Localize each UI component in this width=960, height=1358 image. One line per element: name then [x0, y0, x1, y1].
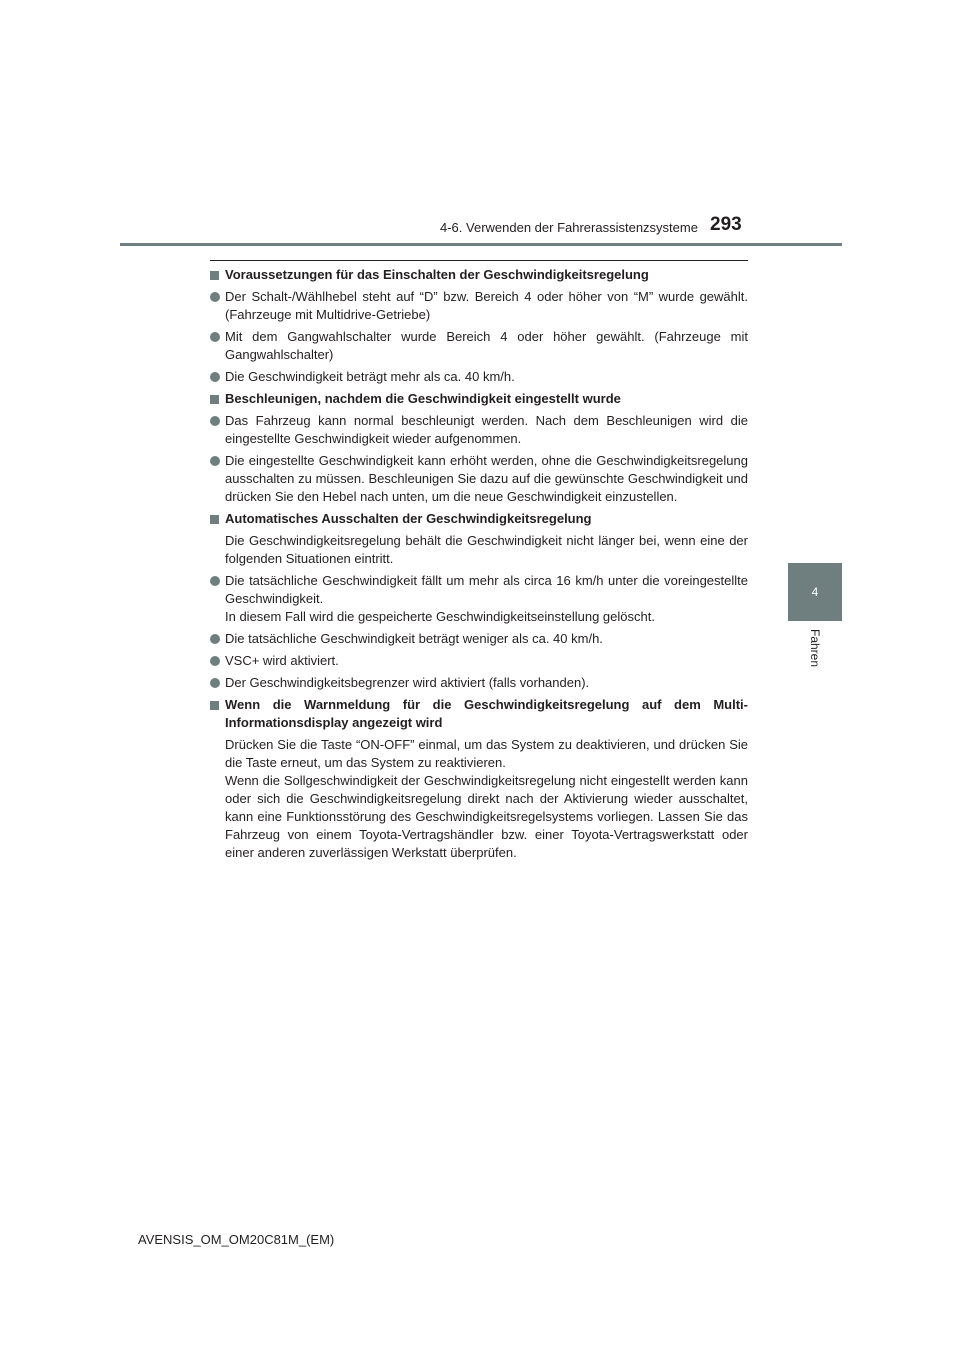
circle-bullet-icon: [210, 678, 220, 688]
page-content: [210, 266, 748, 866]
circle-bullet-icon: [210, 634, 220, 644]
chapter-tab: [788, 563, 842, 621]
section-heading: Voraussetzungen für das Einschalten der Geschwindigkeitsregelung: [210, 266, 748, 284]
list-item: Die tatsächliche Geschwindigkeit beträgt weniger als ca. 40 km/h.: [210, 630, 748, 648]
page-number: 293: [710, 214, 742, 235]
list-item: VSC+ wird aktiviert.: [210, 652, 748, 670]
circle-bullet-icon: [210, 372, 220, 382]
chapter-tab-label-box: [792, 630, 838, 680]
list-item: Die tatsächliche Geschwindigkeit fällt um mehr als circa 16 km/h unter die voreingestellte Geschwindigkeit. In diesem Fall wird die gespeicherte Geschwindigkeitseinstellung gelöscht.: [210, 572, 748, 626]
square-bullet-icon: [210, 515, 219, 524]
circle-bullet-icon: [210, 292, 220, 302]
paragraph: Drücken Sie die Taste “ON-OFF” einmal, um das System zu deaktivieren, und drücken Sie die Taste erneut, um das System zu reaktivieren.: [225, 737, 748, 770]
circle-bullet-icon: [210, 576, 220, 586]
section-heading: Automatisches Ausschalten der Geschwindigkeitsregelung: [210, 510, 748, 528]
document-code: AVENSIS_OM_OM20C81M_(EM): [138, 1232, 335, 1247]
section-acceleration: [210, 390, 748, 506]
square-bullet-icon: [210, 271, 219, 280]
chapter-tab-label: Fahren: [808, 628, 822, 668]
list-item: Der Geschwindigkeitsbegrenzer wird aktiviert (falls vorhanden).: [210, 674, 748, 692]
section-intro: Die Geschwindigkeitsregelung behält die Geschwindigkeit nicht länger bei, wenn eine der folgenden Situationen eintritt.: [225, 533, 748, 566]
section-heading: Wenn die Warnmeldung für die Geschwindigkeitsregelung auf dem Multi-Informationsdisplay angezeigt wird: [210, 696, 748, 732]
paragraph: Wenn die Sollgeschwindigkeit der Geschwindigkeitsregelung nicht eingestellt werden kann oder sich die Geschwindigkeitsregelung direkt nach der Aktivierung wieder ausschaltet, kann eine Funktionsstörung des Geschwindigkeitsregelsystems vorliegen. Lassen Sie das Fahrzeug von einem Toyota-Vertragshändler bzw. einer Toyota-Vertragswerkstatt oder einer anderen zuverlässigen Werkstatt überprüfen.: [225, 773, 748, 860]
chapter-tab-number: 4: [811, 585, 819, 599]
list-item: Der Schalt-/Wählhebel steht auf “D” bzw. Bereich 4 oder höher von “M” wurde gewählt. (Fahrzeuge mit Multidrive-Getriebe): [210, 288, 748, 324]
section-prerequisites: [210, 266, 748, 386]
square-bullet-icon: [210, 395, 219, 404]
list-item: Die eingestellte Geschwindigkeit kann erhöht werden, ohne die Geschwindigkeitsregelung ausschalten zu müssen. Beschleunigen Sie dazu auf die gewünschte Geschwindigkeit und drücken Sie den Hebel nach unten, um die neue Geschwindigkeit einzustellen.: [210, 452, 748, 506]
list-item: Mit dem Gangwahlschalter wurde Bereich 4 oder höher gewählt. (Fahrzeuge mit Gangwahlschalter): [210, 328, 748, 364]
section-body: [210, 736, 748, 862]
section-auto-cancel: [210, 510, 748, 692]
content-divider: [210, 260, 748, 261]
list-item-note: In diesem Fall wird die gespeicherte Geschwindigkeitseinstellung gelöscht.: [225, 609, 655, 624]
circle-bullet-icon: [210, 332, 220, 342]
chapter-title: 4-6. Verwenden der Fahrerassistenzsysteme: [440, 220, 698, 235]
circle-bullet-icon: [210, 456, 220, 466]
section-warning-message: [210, 696, 748, 862]
square-bullet-icon: [210, 701, 219, 710]
list-item: Das Fahrzeug kann normal beschleunigt werden. Nach dem Beschleunigen wird die eingestellte Geschwindigkeit wieder aufgenommen.: [210, 412, 748, 448]
circle-bullet-icon: [210, 656, 220, 666]
section-heading: Beschleunigen, nachdem die Geschwindigkeit eingestellt wurde: [210, 390, 748, 408]
circle-bullet-icon: [210, 416, 220, 426]
header-divider: [120, 243, 842, 246]
list-item: Die Geschwindigkeit beträgt mehr als ca. 40 km/h.: [210, 368, 748, 386]
